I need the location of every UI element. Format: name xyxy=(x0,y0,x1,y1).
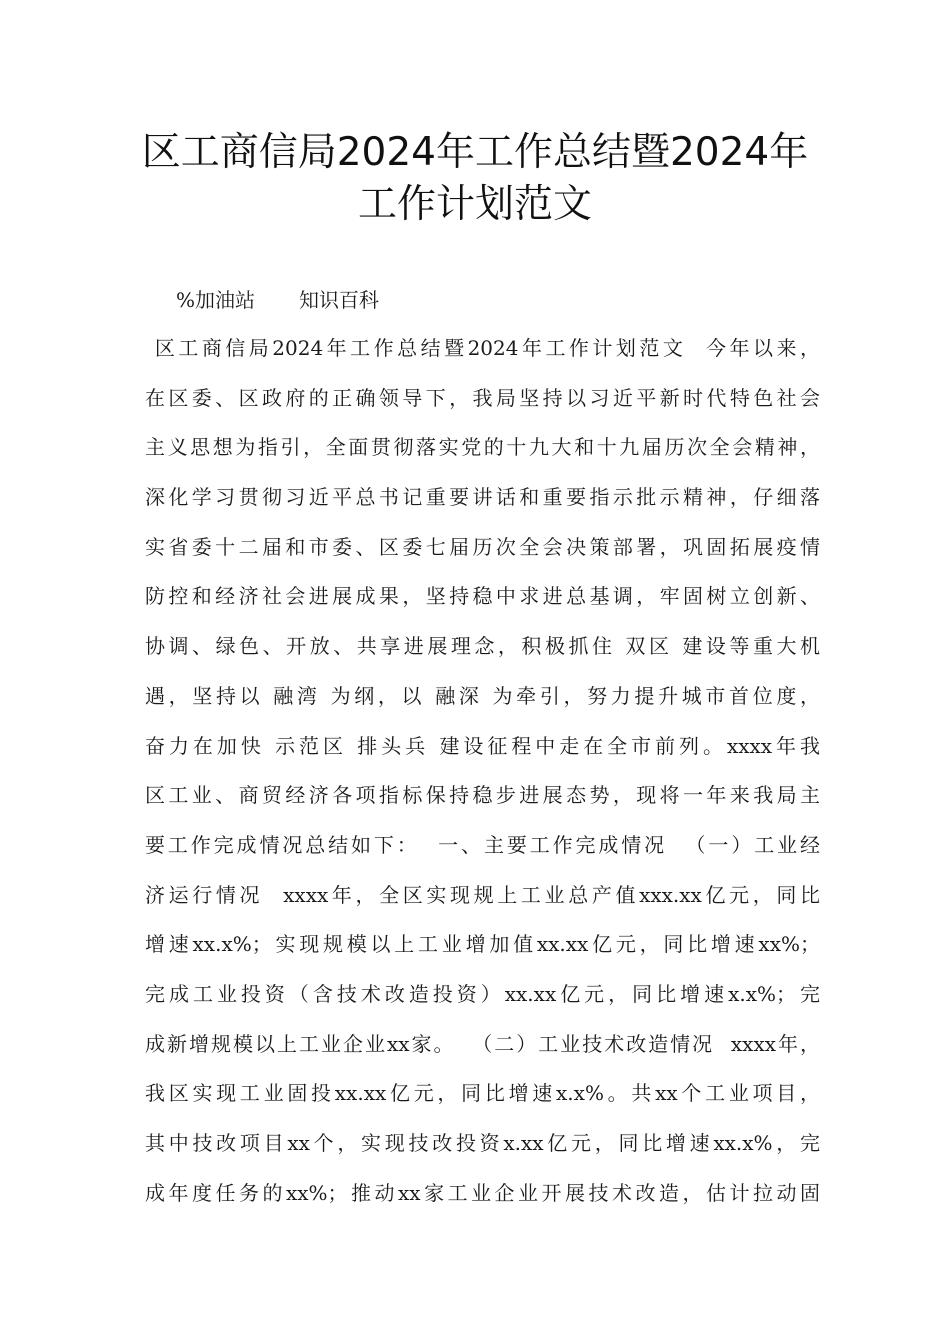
document-title-line-2: 工作计划范文 xyxy=(357,182,592,227)
body-line: 深化学习贯彻习近平总书记重要讲话和重要指示批示精神，仔细落 xyxy=(145,485,820,510)
body-line: 区工商信局2024年工作总结暨2024年工作计划范文 今年以来， xyxy=(145,336,820,360)
body-line: 成年度任务的xx%；推动xx家工业企业开展技术改造，估计拉动固 xyxy=(145,1180,820,1205)
body-line: 在区委、区政府的正确领导下，我局坚持以习近平新时代特色社会 xyxy=(145,385,820,410)
body-line: 增速xx.x%；实现规模以上工业增加值xx.xx亿元，同比增速xx%； xyxy=(145,932,820,957)
body-line: 奋力在加快 示范区 排头兵 建设征程中走在全市前列。xxxx年我 xyxy=(145,733,820,758)
body-line: 区工业、商贸经济各项指标保持稳步进展态势，现将一年来我局主 xyxy=(145,783,820,808)
body-line: 成新增规模以上工业企业xx家。 （二）工业技术改造情况 xxxx年， xyxy=(145,1031,820,1056)
meta-category: 知识百科 xyxy=(299,288,380,312)
body-line: 完成工业投资（含技术改造投资）xx.xx亿元，同比增速x.x%；完 xyxy=(145,981,820,1006)
body-line: 我区实现工业固投xx.xx亿元，同比增速x.x%。共xx个工业项目， xyxy=(145,1081,820,1106)
body-line: 实省委十二届和市委、区委七届历次全会决策部署，巩固拓展疫情 xyxy=(145,534,820,559)
document-meta xyxy=(176,285,379,315)
body-line: 其中技改项目xx个，实现技改投资x.xx亿元，同比增速xx.x%，完 xyxy=(145,1131,820,1155)
body-line: 协调、绿色、开放、共享进展理念，积极抓住 双区 建设等重大机 xyxy=(145,634,820,659)
body-line: 要工作完成情况总结如下： 一、主要工作完成情况 （一）工业经 xyxy=(145,832,820,857)
meta-source: %加油站 xyxy=(176,288,256,312)
body-line: 济运行情况 xxxx年，全区实现规上工业总产值xxx.xx亿元，同比 xyxy=(145,882,820,907)
body-line: 遇，坚持以 融湾 为纲，以 融深 为牵引，努力提升城市首位度， xyxy=(145,683,820,708)
document-title-line-1: 区工商信局2024年工作总结暨2024年 xyxy=(141,130,809,175)
body-line: 防控和经济社会进展成果，坚持稳中求进总基调，牢固树立创新、 xyxy=(145,584,820,609)
document-body xyxy=(145,328,820,1222)
body-line: 主义思想为指引，全面贯彻落实党的十九大和十九届历次全会精神， xyxy=(145,435,820,460)
